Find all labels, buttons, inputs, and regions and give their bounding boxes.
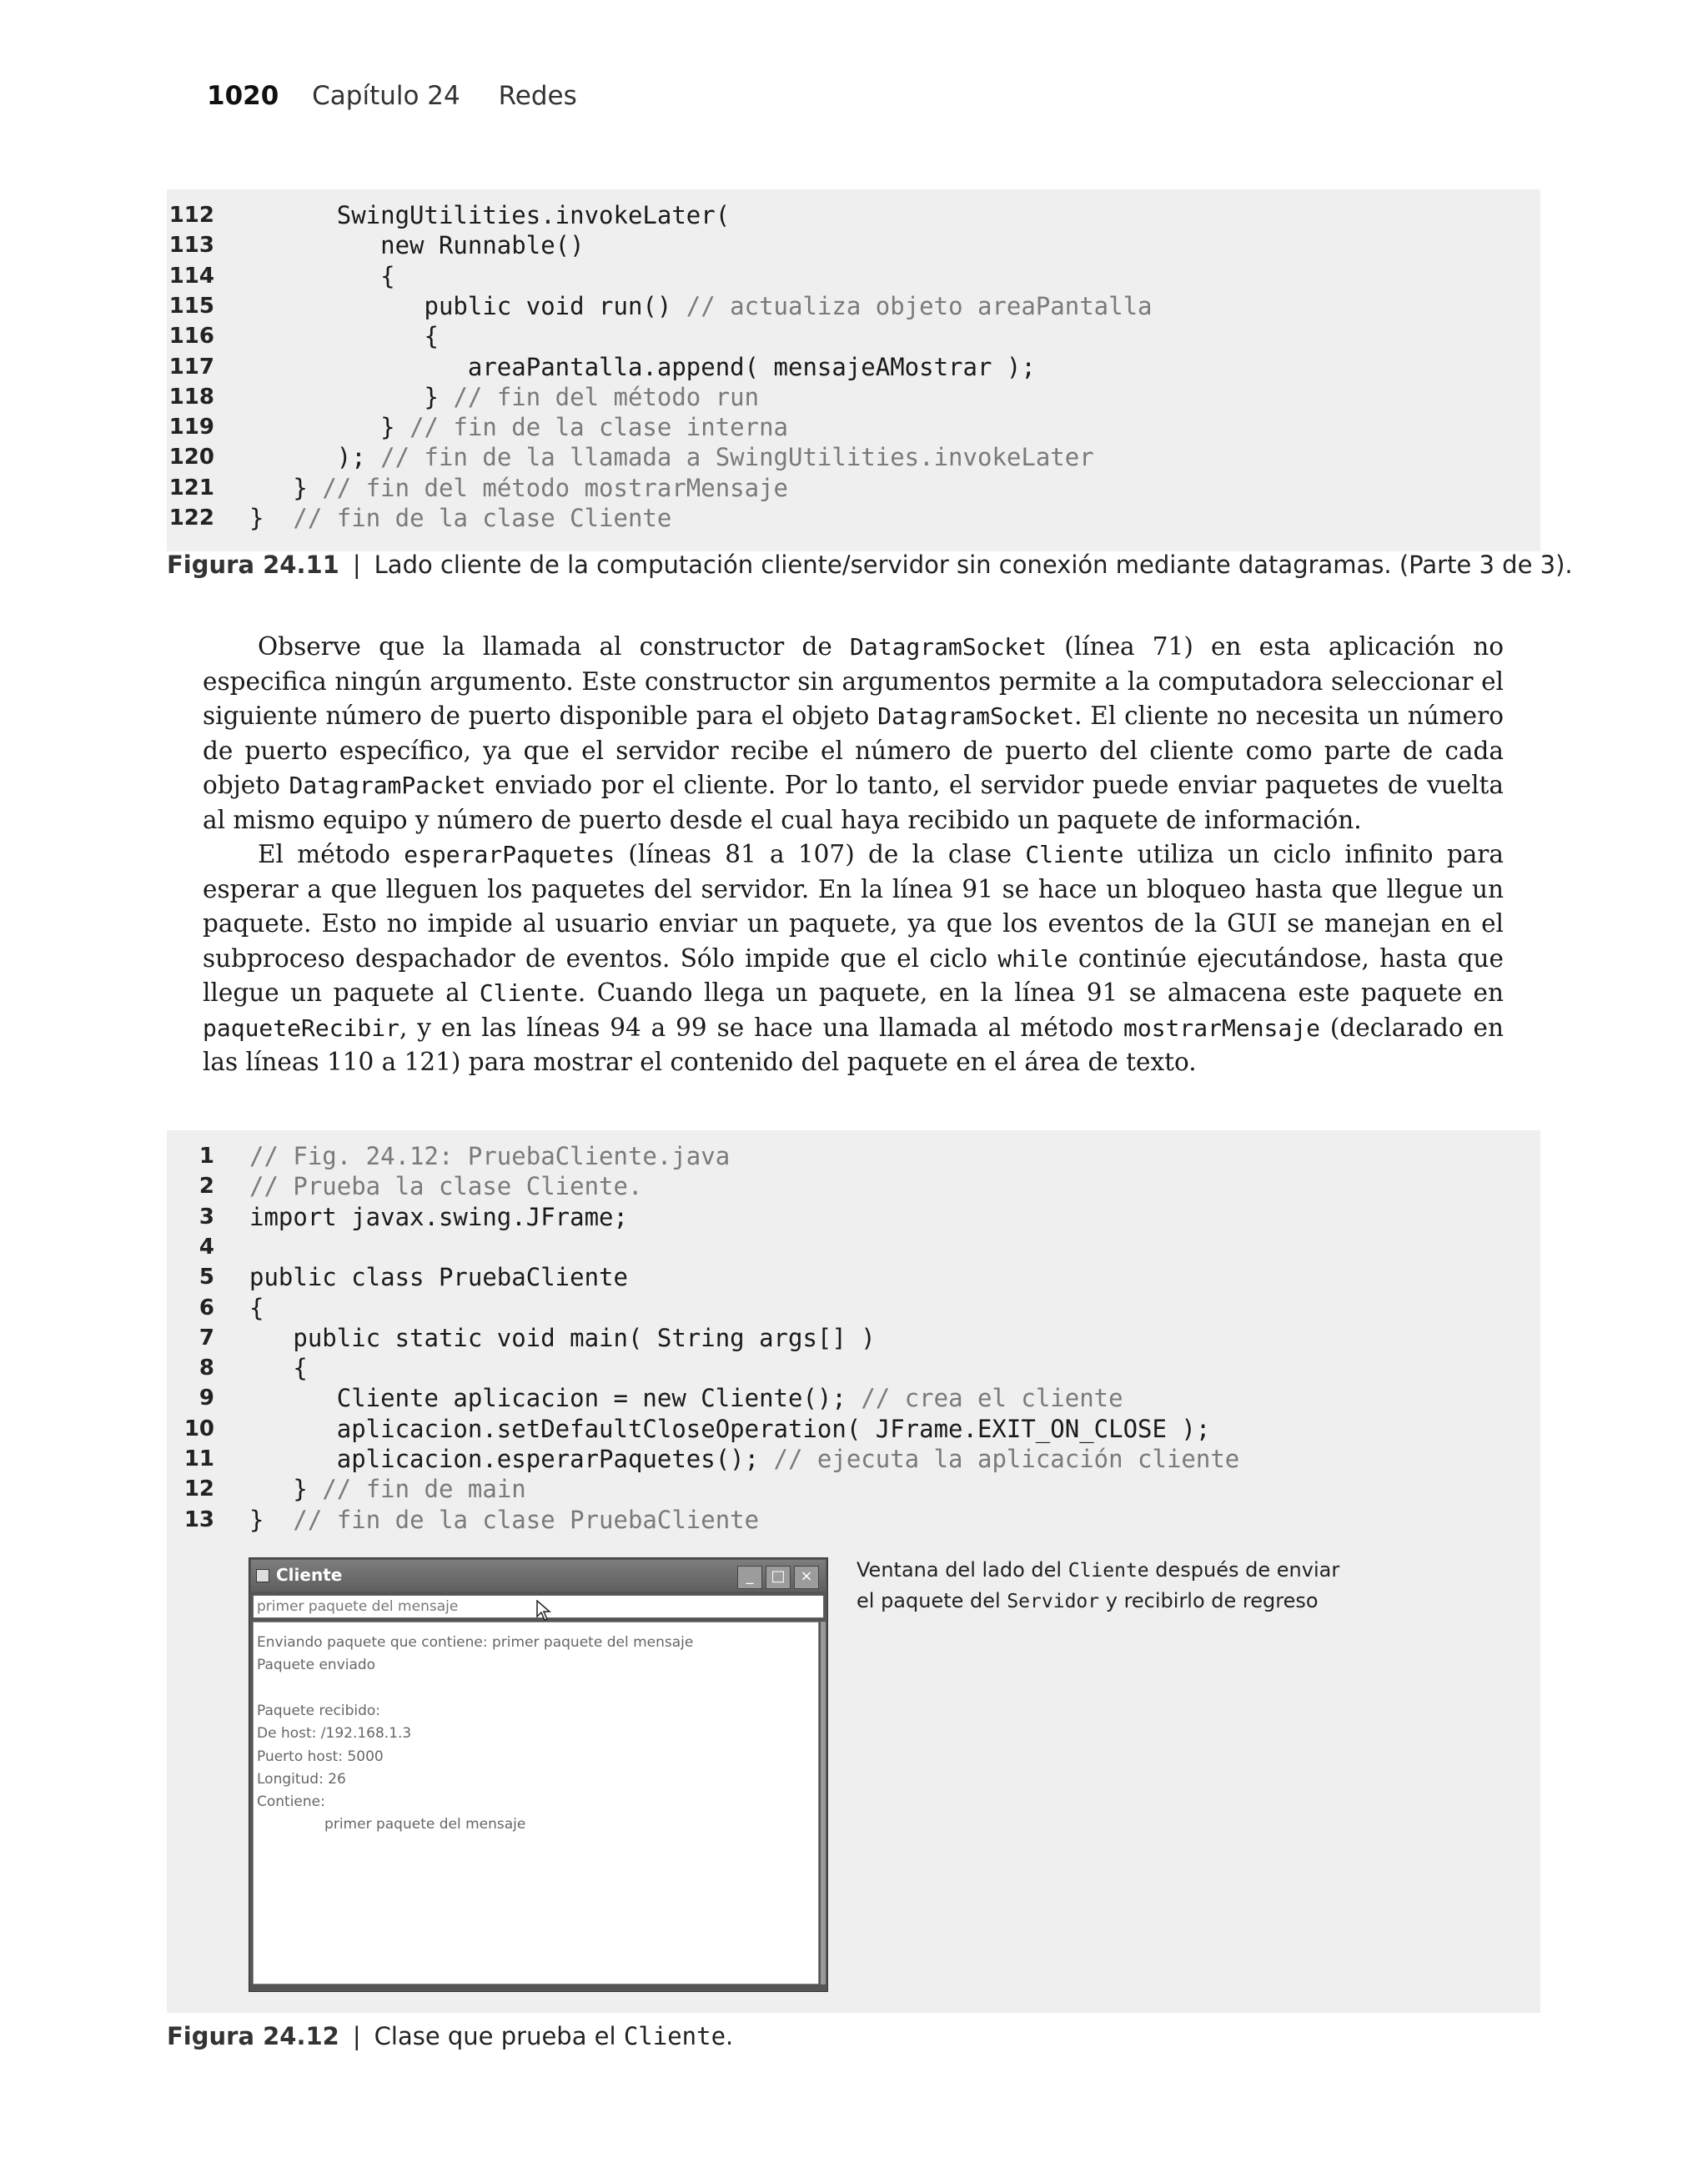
code-text xyxy=(249,1505,759,1535)
code-line xyxy=(167,1474,1540,1504)
code-statement: areaPantalla.append( mensajeAMostrar ); xyxy=(249,352,1036,381)
code-line xyxy=(167,503,1540,533)
code-statement: { xyxy=(249,261,395,290)
text: utiliza un ciclo infinito para esperar a que lleguen los paquetes del servidor. En la línea 91 se hace un bloqueo hasta que llegue un paquete. Esto no impide al usuario enviar un paquete, ya que los eventos de la GUI se manejan en el subproceso despachador de eventos. Sólo impide que el ciclo xyxy=(203,840,1504,973)
code-text xyxy=(249,503,671,533)
code-line xyxy=(167,291,1540,321)
code-text xyxy=(249,200,730,230)
code-statement: public class PruebaCliente xyxy=(249,1263,628,1292)
code-text xyxy=(249,1414,1210,1444)
code-line xyxy=(167,1414,1540,1444)
text: Ventana del lado del xyxy=(857,1558,1068,1582)
cliente-window xyxy=(249,1557,828,1992)
figure-label: Figura 24.12 xyxy=(167,2022,339,2050)
text: El método xyxy=(258,840,404,868)
code-line xyxy=(167,442,1540,472)
output-line: Puerto host: 5000 xyxy=(257,1748,384,1765)
line-number: 10 xyxy=(183,1416,214,1441)
figure-label: Figura 24.11 xyxy=(167,551,339,579)
window-titlebar[interactable] xyxy=(251,1560,826,1592)
code-text xyxy=(249,1323,876,1353)
text: Observe que la llamada al constructor de xyxy=(258,632,850,661)
code-text xyxy=(249,1171,642,1201)
code-comment: // Prueba la clase Cliente. xyxy=(249,1172,643,1201)
code-text xyxy=(249,1262,628,1292)
line-number: 2 xyxy=(198,1174,214,1200)
code-line xyxy=(167,412,1540,442)
text: continúe ejecutándose, hasta que llegue un paquete al xyxy=(203,943,1504,1007)
code-text xyxy=(249,1202,628,1232)
code-term: Cliente xyxy=(479,979,578,1007)
code-line xyxy=(167,382,1540,412)
line-number: 7 xyxy=(198,1325,214,1351)
line-number: 12 xyxy=(183,1476,214,1502)
line-number: 121 xyxy=(168,475,214,500)
code-statement: } xyxy=(249,1475,323,1504)
figure-caption-24-12 xyxy=(167,2022,733,2050)
code-term: Cliente xyxy=(1068,1560,1149,1582)
paragraph xyxy=(203,630,1504,837)
maximize-button[interactable]: □ xyxy=(766,1566,791,1589)
text: enviado por el cliente. Por lo tanto, el servidor puede enviar paquetes de vuelta al mismo equipo y número de puerto desde el cual haya recibido un paquete de información. xyxy=(203,771,1505,834)
code-statement: aplicacion.setDefaultCloseOperation( JFrame.EXIT_ON_CLOSE ); xyxy=(249,1414,1211,1443)
code-term: while xyxy=(997,944,1068,973)
output-line: De host: /192.168.1.3 xyxy=(257,1725,412,1743)
code-line xyxy=(167,352,1540,382)
line-number: 119 xyxy=(168,415,214,440)
code-line xyxy=(167,1383,1540,1413)
code-comment: // fin de main xyxy=(322,1475,526,1504)
text: , y en las líneas 94 a 99 se hace una llamada al método xyxy=(399,1013,1123,1042)
code-comment: // fin de la clase PruebaCliente xyxy=(293,1505,760,1534)
code-line xyxy=(167,1171,1540,1201)
page-number: 1020 xyxy=(207,81,279,111)
code-line xyxy=(167,200,1540,230)
app-icon xyxy=(256,1569,269,1582)
output-line: Contiene: xyxy=(257,1793,325,1811)
code-statement: aplicacion.esperarPaquetes(); xyxy=(249,1445,774,1473)
code-statement: } xyxy=(249,504,294,532)
output-line: Paquete recibido: xyxy=(257,1702,381,1719)
code-text xyxy=(249,321,439,351)
chapter-title: Capítulo 24 xyxy=(312,81,460,111)
code-comment: // fin de la llamada a SwingUtilities.invokeLater xyxy=(380,443,1094,472)
line-number: 1 xyxy=(198,1144,214,1169)
code-line xyxy=(167,261,1540,291)
code-line xyxy=(167,321,1540,351)
mouse-pointer-icon xyxy=(536,1600,551,1622)
line-number: 112 xyxy=(168,203,214,228)
text: y recibirlo de regreso xyxy=(1099,1589,1319,1612)
line-number: 113 xyxy=(168,233,214,259)
code-text xyxy=(249,291,1153,321)
screenshot-annotation xyxy=(857,1555,1339,1617)
scrollbar[interactable] xyxy=(821,1622,826,1984)
text: después de enviar xyxy=(1148,1558,1340,1582)
body-text xyxy=(203,630,1504,1080)
text: (declarado en las líneas 110 a 121) para mostrar el contenido del paquete en el área de texto. xyxy=(203,1013,1504,1076)
line-number: 11 xyxy=(183,1446,214,1471)
line-number: 13 xyxy=(183,1506,214,1532)
line-number: 115 xyxy=(168,293,214,319)
code-line xyxy=(167,1202,1540,1232)
code-text xyxy=(249,382,759,412)
code-statement: } xyxy=(249,413,410,442)
figure-caption-24-11 xyxy=(167,551,1573,579)
line-number: 117 xyxy=(168,354,214,380)
code-term: Servidor xyxy=(1007,1591,1100,1612)
output-line: primer paquete del mensaje xyxy=(257,1816,526,1833)
line-number: 3 xyxy=(198,1204,214,1230)
code-term: Cliente xyxy=(623,2022,726,2050)
code-statement: ); xyxy=(249,443,381,472)
code-text xyxy=(249,473,788,503)
code-statement: } xyxy=(249,382,454,411)
code-term: DatagramSocket xyxy=(877,702,1075,730)
close-button[interactable]: × xyxy=(794,1566,819,1589)
code-term: esperarPaquetes xyxy=(404,841,615,868)
code-listing-24-11 xyxy=(167,189,1540,551)
code-line xyxy=(167,1262,1540,1292)
code-comment: // Fig. 24.12: PruebaCliente.java xyxy=(249,1142,731,1170)
text: el paquete del xyxy=(857,1589,1007,1612)
code-statement: Cliente aplicacion = new Cliente(); xyxy=(249,1384,862,1413)
line-number: 5 xyxy=(198,1265,214,1290)
text: . xyxy=(726,2022,734,2050)
line-number: 4 xyxy=(198,1234,214,1260)
code-statement: import javax.swing.JFrame; xyxy=(249,1202,628,1231)
code-comment: // crea el cliente xyxy=(861,1384,1123,1413)
code-text xyxy=(249,412,788,442)
code-statement: { xyxy=(249,1354,308,1383)
code-statement: { xyxy=(249,1293,264,1322)
code-line xyxy=(167,1505,1540,1535)
code-text xyxy=(249,261,395,291)
code-statement: new Runnable() xyxy=(249,231,585,260)
text: . El cliente no necesita un número de puerto específico, ya que el servidor recibe el número de puerto del cliente como parte de cada objeto xyxy=(203,702,1504,799)
caption-separator: | xyxy=(352,2022,361,2050)
code-term: paqueteRecibir xyxy=(203,1014,400,1042)
code-line xyxy=(167,230,1540,260)
code-comment: // fin de la clase Cliente xyxy=(293,504,672,532)
figure-caption-text: Clase que prueba el xyxy=(374,2022,624,2050)
window-title: Cliente xyxy=(276,1565,343,1585)
code-comment: // ejecuta la aplicación cliente xyxy=(773,1445,1240,1473)
code-text xyxy=(249,352,1036,382)
code-comment: // actualiza objeto areaPantalla xyxy=(686,291,1153,320)
code-line xyxy=(167,1232,1540,1262)
line-number: 8 xyxy=(198,1356,214,1381)
code-comment: // fin del método mostrarMensaje xyxy=(322,473,789,502)
code-statement: } xyxy=(249,1505,294,1534)
code-text xyxy=(249,1353,308,1383)
code-statement: SwingUtilities.invokeLater( xyxy=(249,201,731,229)
code-term: DatagramSocket xyxy=(850,633,1047,661)
output-line: Paquete enviado xyxy=(257,1657,376,1674)
line-number: 118 xyxy=(168,384,214,410)
line-number: 122 xyxy=(168,506,214,531)
code-statement: { xyxy=(249,322,439,351)
text: (línea 71) en esta aplicación no especifica ningún argumento. Este constructor sin argumentos permite a la computadora seleccionar el siguiente número de puerto disponible para el objeto xyxy=(203,632,1504,730)
output-line: Enviando paquete que contiene: primer paquete del mensaje xyxy=(257,1634,694,1651)
code-statement: public void run() xyxy=(249,291,686,320)
code-text xyxy=(249,442,1094,472)
code-line xyxy=(167,1323,1540,1353)
code-term: Cliente xyxy=(1025,841,1124,868)
output-text-area[interactable] xyxy=(253,1622,819,1984)
code-line xyxy=(167,1353,1540,1383)
section-title: Redes xyxy=(498,81,577,111)
line-number: 120 xyxy=(168,445,214,470)
code-statement: } xyxy=(249,473,323,502)
line-number: 116 xyxy=(168,324,214,350)
code-line xyxy=(167,1293,1540,1323)
minimize-button[interactable]: _ xyxy=(737,1566,762,1589)
figure-caption-text: Lado cliente de la computación cliente/servidor sin conexión mediante datagramas. (Parte 3 de 3). xyxy=(374,551,1573,579)
code-comment: // fin del método run xyxy=(453,382,760,411)
code-text xyxy=(249,1383,1123,1413)
annotation-line xyxy=(857,1555,1339,1586)
code-line xyxy=(167,473,1540,503)
code-text xyxy=(249,230,585,260)
code-text xyxy=(249,1141,730,1171)
code-text xyxy=(249,1293,264,1323)
line-number: 9 xyxy=(198,1386,214,1411)
code-term: mostrarMensaje xyxy=(1123,1014,1320,1042)
output-line: Longitud: 26 xyxy=(257,1770,346,1788)
annotation-line xyxy=(857,1586,1339,1617)
paragraph xyxy=(203,837,1504,1080)
text: . Cuando llega un paquete, en la línea 91 se almacena este paquete en xyxy=(577,978,1504,1007)
caption-separator: | xyxy=(352,551,361,579)
code-line xyxy=(167,1141,1540,1171)
code-text xyxy=(249,1444,1239,1474)
page-header xyxy=(207,81,577,118)
code-statement: public static void main( String args[] ) xyxy=(249,1323,876,1352)
text: (líneas 81 a 107) de la clase xyxy=(615,840,1026,868)
code-term: DatagramPacket xyxy=(289,772,486,799)
line-number: 114 xyxy=(168,263,214,289)
code-line xyxy=(167,1444,1540,1474)
message-input[interactable]: primer paquete del mensaje xyxy=(253,1595,824,1618)
code-text xyxy=(249,1474,526,1504)
code-comment: // fin de la clase interna xyxy=(409,413,789,442)
line-number: 6 xyxy=(198,1295,214,1320)
